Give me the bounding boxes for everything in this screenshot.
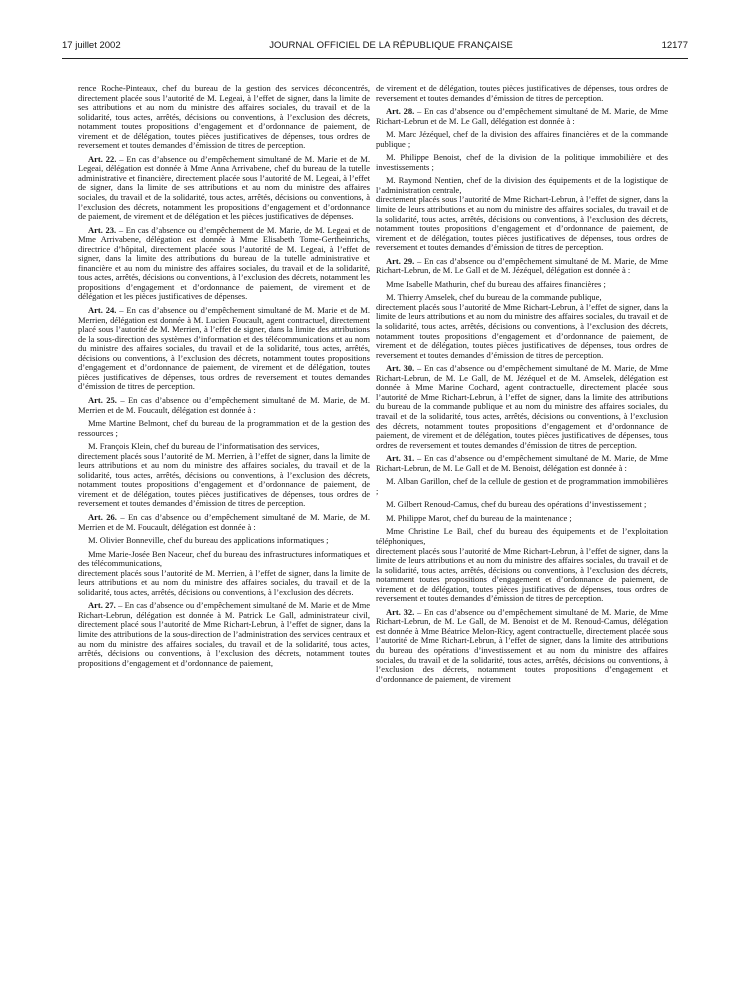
article-text: – En cas d’absence ou d’empêchement simultané de M. Marie et de M. Legeai, délégation est donnée à Mme Anna Arrivabene, chef du bureau de la tutelle administrative et financière, directement placée sous l’autorité de M. Legeai, à l’effet de signer, dans la limite de ses attributions et au nom du ministre des affaires sociales, du travail et de la solidarité, tous actes, arrêtés, décisions ou conventions, à l’exclusion des décrets, notamment les propositions d’engagement et d’ordonnance de paiement, de virement et de délégation et les pièces justificatives de dépenses. xyxy=(78,153,370,222)
article-label: Art. 31. xyxy=(386,453,415,464)
article-text: – En cas d’absence ou d’empêchement simultané de M. Marie et de M. Merrien, délégation est donnée à M. Lucien Foucault, agent contractuel, directement placé sous l’autorité de M. Merrien, à l’effet de signer, dans la limite des attributions de la sous-direction des systèmes d’information et des télécommunications et au nom du ministre des affaires sociales, du travail et de la solidarité, tous actes, arrêtés, décisions ou conventions, à l’exclusion des décrets, notamment toutes propositions d’engagement et d’ordonnance de paiement, de virement et de délégation, toutes pièces justificatives de dépenses, tous ordres de reversement et toutes demandes d’émission de titres de perception. xyxy=(78,305,370,392)
delegate-item: M. Raymond Nentien, chef de la division des équipements et de la logistique de l’administration centrale, xyxy=(376,175,668,195)
delegate-item: M. Marc Jézéquel, chef de la division des affaires financières et de la commande publique ; xyxy=(376,129,668,149)
body-paragraph: directement placés sous l’autorité de M. Merrien, à l’effet de signer, dans la limite de leurs attributions et au nom du ministre des affaires sociales, du travail et de la solidarité, tous actes, arrêtés, décisions ou conventions, à l’exclusion des décrets, notamment toutes propositions d’engagement et d’ordonnance de paiement, de virement et de délégation, toutes pièces justificatives de dépenses, tous ordres de reversement et toutes demandes d’émission de titres de perception. xyxy=(78,450,370,509)
article-label: Art. 30. xyxy=(386,363,415,374)
delegate-item: M. Thierry Amselek, chef du bureau de la commande publique, xyxy=(386,292,602,303)
delegate-item: Mme Christine Le Bail, chef du bureau des équipements et de l’exploitation téléphoniques, xyxy=(376,526,668,546)
article-label: Art. 24. xyxy=(88,305,117,316)
delegate-item: Mme Isabelle Mathurin, chef du bureau des affaires financières ; xyxy=(386,278,606,289)
delegate-item: M. Philippe Benoist, chef de la division de la politique immobilière et des investissements ; xyxy=(376,152,668,172)
article-paragraph xyxy=(376,257,668,276)
article-label: Art. 22. xyxy=(88,153,117,164)
article-paragraph xyxy=(376,364,668,450)
body-paragraph: directement placés sous l’autorité de Mme Richart-Lebrun, à l’effet de signer, dans la limite de leurs attributions et au nom du ministre des affaires sociales, du travail et de la solidarité, tous actes, arrêtés, décisions ou conventions, à l’exclusion des décrets, notamment toutes propositions d’engagement et d’ordonnance de paiement, de virement et de délégation, toutes pièces justificatives de dépenses, tous ordres de reversement et toutes demandes d’émission de titres de perception. xyxy=(376,545,668,604)
delegate-item: M. François Klein, chef du bureau de l’informatisation des services, xyxy=(88,441,320,452)
article-text: – En cas d’absence ou d’empêchement simultané de M. Marie, de Mme Richart-Lebrun, de M. Le Gall, de M. Jézéquel et de M. Amselek, délégation est donnée à Mme Marine Cochard, agent contractuelle, directement placée sous l’autorité de Mme Richart-Lebrun, à l’effet de signer, dans la limite des attributions du bureau de la commande publique et au nom du ministre des affaires sociales, du travail et de la solidarité, tous actes, arrêtés, décisions ou conventions, à l’exclusion des décrets, notamment toutes propositions d’engagement et d’ordonnance de paiement, de virement et de délégation, toutes pièces justificatives de dépenses, tous ordres de reversement et toutes demandes d’émission de titres de perception. xyxy=(376,363,668,450)
article-paragraph xyxy=(376,608,668,684)
delegate-item: M. Philippe Marot, chef du bureau de la maintenance ; xyxy=(386,512,572,523)
article-paragraph xyxy=(78,601,370,668)
header-rule xyxy=(62,58,688,59)
body-paragraph: de virement et de délégation, toutes pièces justificatives de dépenses, tous ordres de reversement et toutes demandes d’émission de titres de perception. xyxy=(376,84,668,103)
delegate-item: M. Alban Garillon, chef de la cellule de gestion et de programmation immobilières ; xyxy=(376,476,668,496)
article-label: Art. 27. xyxy=(88,600,116,611)
article-text: – En cas d’absence ou d’empêchement simultané de M. Marie, de Mme Richart-Lebrun, de M. Le Gall, de M. Benoist et de M. Renoud-Camus, délégation est donnée à Mme Béatrice Melon-Ricy, agent contractuelle, directement placée sous l’autorité de Mme Richart-Lebrun, à l’effet de signer, dans la limite des attributions du bureau des opérations d’investissement et au nom du ministre des affaires sociales, du travail et de la solidarité, tous actes, arrêtés, décisions ou conventions, à l’exclusion des décrets, notamment toutes propositions d’engagement et d’ordonnance de paiement, de virement xyxy=(376,606,668,684)
article-paragraph xyxy=(376,454,668,473)
article-paragraph xyxy=(78,306,370,392)
article-label: Art. 32. xyxy=(386,606,415,617)
body-paragraph: directement placés sous l’autorité de Mme Richart-Lebrun, à l’effet de signer, dans la limite de leurs attributions et au nom du ministre des affaires sociales, du travail et de la solidarité, tous actes, arrêtés, décisions ou conventions, à l’exclusion des décrets, notamment toutes propositions d’engagement et d’ordonnance de paiement, de virement et de délégation, toutes pièces justificatives de dépenses, tous ordres de reversement et toutes demandes d’émission de titres de perception. xyxy=(376,194,668,253)
article-text: – En cas d’absence ou d’empêchement simultané de M. Marie, de M. Merrien et de M. Foucault, délégation est donnée à : xyxy=(78,394,370,415)
left-column xyxy=(78,84,370,979)
article-label: Art. 26. xyxy=(88,511,117,522)
article-text: – En cas d’absence ou d’empêchement simultané de M. Marie et de Mme Richart-Lebrun, délégation est donnée à M. Patrick Le Gall, administrateur civil, directement placé sous l’autorité de Mme Richart-Lebrun, à l’effet de signer, dans la limite des attributions de la sous-direction de l’administration des services centraux et au nom du ministre des affaires sociales, du travail et de la solidarité, tous actes, arrêtés, décisions ou conventions, à l’exclusion des décrets, notamment toutes propositions d’engagement et d’ordonnance de paiement, xyxy=(78,600,370,668)
delegate-item: Mme Marie-Josée Ben Naceur, chef du bureau des infrastructures informatiques et des télécommunications, xyxy=(78,548,370,569)
delegate-item: Mme Martine Belmont, chef du bureau de la programmation et de la gestion des ressources ; xyxy=(78,418,370,438)
article-label: Art. 25. xyxy=(88,394,117,405)
page-header xyxy=(62,40,688,56)
article-paragraph xyxy=(376,107,668,126)
article-text: – En cas d’absence ou d’empêchement simultané de M. Marie, de Mme Richart-Lebrun et de M. Le Gall, délégation est donnée à : xyxy=(376,106,668,126)
article-label: Art. 28. xyxy=(386,106,415,117)
article-paragraph xyxy=(78,513,370,532)
article-text: – En cas d’absence ou d’empêchement simultané de M. Marie, de Mme Richart-Lebrun, de M. Le Gall et de M. Benoist, délégation est donnée à : xyxy=(376,453,668,473)
article-text: – En cas d’absence ou d’empêchement simultané de M. Marie, de Mme Richart-Lebrun, de M. Le Gall et de M. Jézéquel, délégation est donnée à : xyxy=(376,255,668,276)
journal-title: JOURNAL OFFICIEL DE LA RÉPUBLIQUE FRANÇAISE xyxy=(269,40,513,51)
delegate-item: M. Olivier Bonneville, chef du bureau des applications informatiques ; xyxy=(88,535,329,546)
article-label: Art. 23. xyxy=(88,224,117,235)
body-paragraph: directement placés sous l’autorité de Mme Richart-Lebrun, à l’effet de signer, dans la limite de leurs attributions et au nom du ministre des affaires sociales, du travail et de la solidarité, tous actes, arrêtés, décisions ou conventions, à l’exclusion des décrets, notamment toutes propositions d’engagement et d’ordonnance de paiement, de virement et de délégation, toutes pièces justificatives de dépenses, tous ordres de reversement et toutes demandes d’émission de titres de perception. xyxy=(376,301,668,360)
article-text: – En cas d’absence ou d’empêchement simultané de M. Marie, de M. Merrien et de M. Foucault, délégation est donnée à : xyxy=(78,511,370,532)
body-paragraph: rence Roche-Pinteaux, chef du bureau de la gestion des services déconcentrés, directement placée sous l’autorité de M. Legeai, à l’effet de signer, dans la limite de ses attributions et au nom du ministre des affaires sociales, du travail et de la solidarité, tous actes, arrêtés, décisions ou conventions, à l’exclusion des décrets, notamment toutes propositions d’engagement et d’ordonnance de paiement, de virement et de délégation, toutes pièces justificatives de dépenses, tous ordres de reversement et toutes demandes d’émission de titres de perception. xyxy=(78,84,370,151)
right-column xyxy=(376,84,668,979)
article-label: Art. 29. xyxy=(386,255,415,266)
issue-date: 17 juillet 2002 xyxy=(62,40,121,51)
article-paragraph xyxy=(78,226,370,302)
page-number: 12177 xyxy=(661,40,688,51)
article-paragraph xyxy=(78,155,370,222)
delegate-item: M. Gilbert Renoud-Camus, chef du bureau des opérations d’investissement ; xyxy=(386,499,647,510)
article-text: – En cas d’absence ou d’empêchement de M. Marie, de M. Legeai et de Mme Arrivabene, délégation est donnée à Mme Elisabeth Tome-Gertheinrichs, directrice d’hôpital, directement placée sous l’autorité de M. Legeai, à l’effet de signer, dans la limite des attributions du bureau de la tutelle administrative et financière et au nom du ministre des affaires sociales, du travail et de la solidarité, tous actes, arrêtés, décisions ou conventions, à l’exclusion des décrets, notamment les propositions d’engagement et d’ordonnance de paiement, de virement et de délégation et les pièces justificatives de dépenses. xyxy=(78,224,370,302)
body-paragraph: directement placés sous l’autorité de M. Merrien, à l’effet de signer, dans la limite de leurs attributions et au nom du ministre des affaires sociales, du travail et de la solidarité, tous actes, arrêtés, décisions ou conventions, à l’exclusion des décrets. xyxy=(78,567,370,597)
article-paragraph xyxy=(78,396,370,415)
